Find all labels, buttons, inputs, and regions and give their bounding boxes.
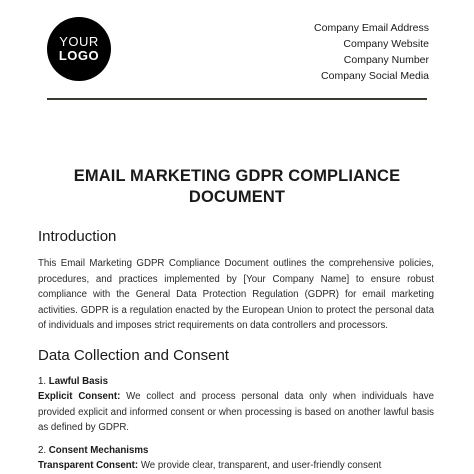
document-title-line2: DOCUMENT xyxy=(188,188,286,206)
paragraph-lead: Explicit Consent: xyxy=(38,391,121,402)
lawful-basis-paragraph xyxy=(38,389,434,436)
consent-mechanisms-paragraph xyxy=(38,458,434,474)
paragraph-lead: Transparent Consent: xyxy=(38,460,139,471)
subsection-number: 2. xyxy=(38,445,47,456)
introduction-heading: Introduction xyxy=(38,228,117,245)
company-contact-block xyxy=(314,20,429,84)
subsection-title: Lawful Basis xyxy=(48,376,109,387)
paragraph-body: We provide clear, transparent, and user-friendly consent xyxy=(138,460,382,471)
data-collection-heading: Data Collection and Consent xyxy=(38,347,229,364)
document-title-line1: EMAIL MARKETING GDPR COMPLIANCE xyxy=(73,167,401,185)
logo-text-line2: LOGO xyxy=(58,48,100,63)
company-social-media: Company Social Media xyxy=(321,70,429,82)
subsection-consent-mechanisms xyxy=(38,443,148,459)
introduction-paragraph: This Email Marketing GDPR Compliance Document outlines the comprehensive policies, procedures, and practices implemented by [Your Company Name] to ensure robust compliance with the General Data Protection Regulation (GDPR) for email marketing activities. GDPR is a regulation enacted by the European Union to protect the personal data of individuals and imposes strict requirements on data controllers and processors. xyxy=(38,258,434,332)
company-email: Company Email Address xyxy=(314,22,429,34)
company-logo xyxy=(47,17,111,81)
logo-text-line1: YOUR xyxy=(59,34,99,49)
subsection-title: Consent Mechanisms xyxy=(48,445,149,456)
header-divider xyxy=(47,98,427,100)
company-website: Company Website xyxy=(343,38,429,50)
company-number: Company Number xyxy=(343,54,429,66)
subsection-number: 1. xyxy=(38,376,47,387)
subsection-lawful-basis xyxy=(38,374,108,390)
paragraph-body: We collect and process personal data only when individuals have provided explicit and informed consent or when processing is based on another lawful basis as defined by GDPR. xyxy=(38,391,434,434)
document-title xyxy=(0,166,474,208)
